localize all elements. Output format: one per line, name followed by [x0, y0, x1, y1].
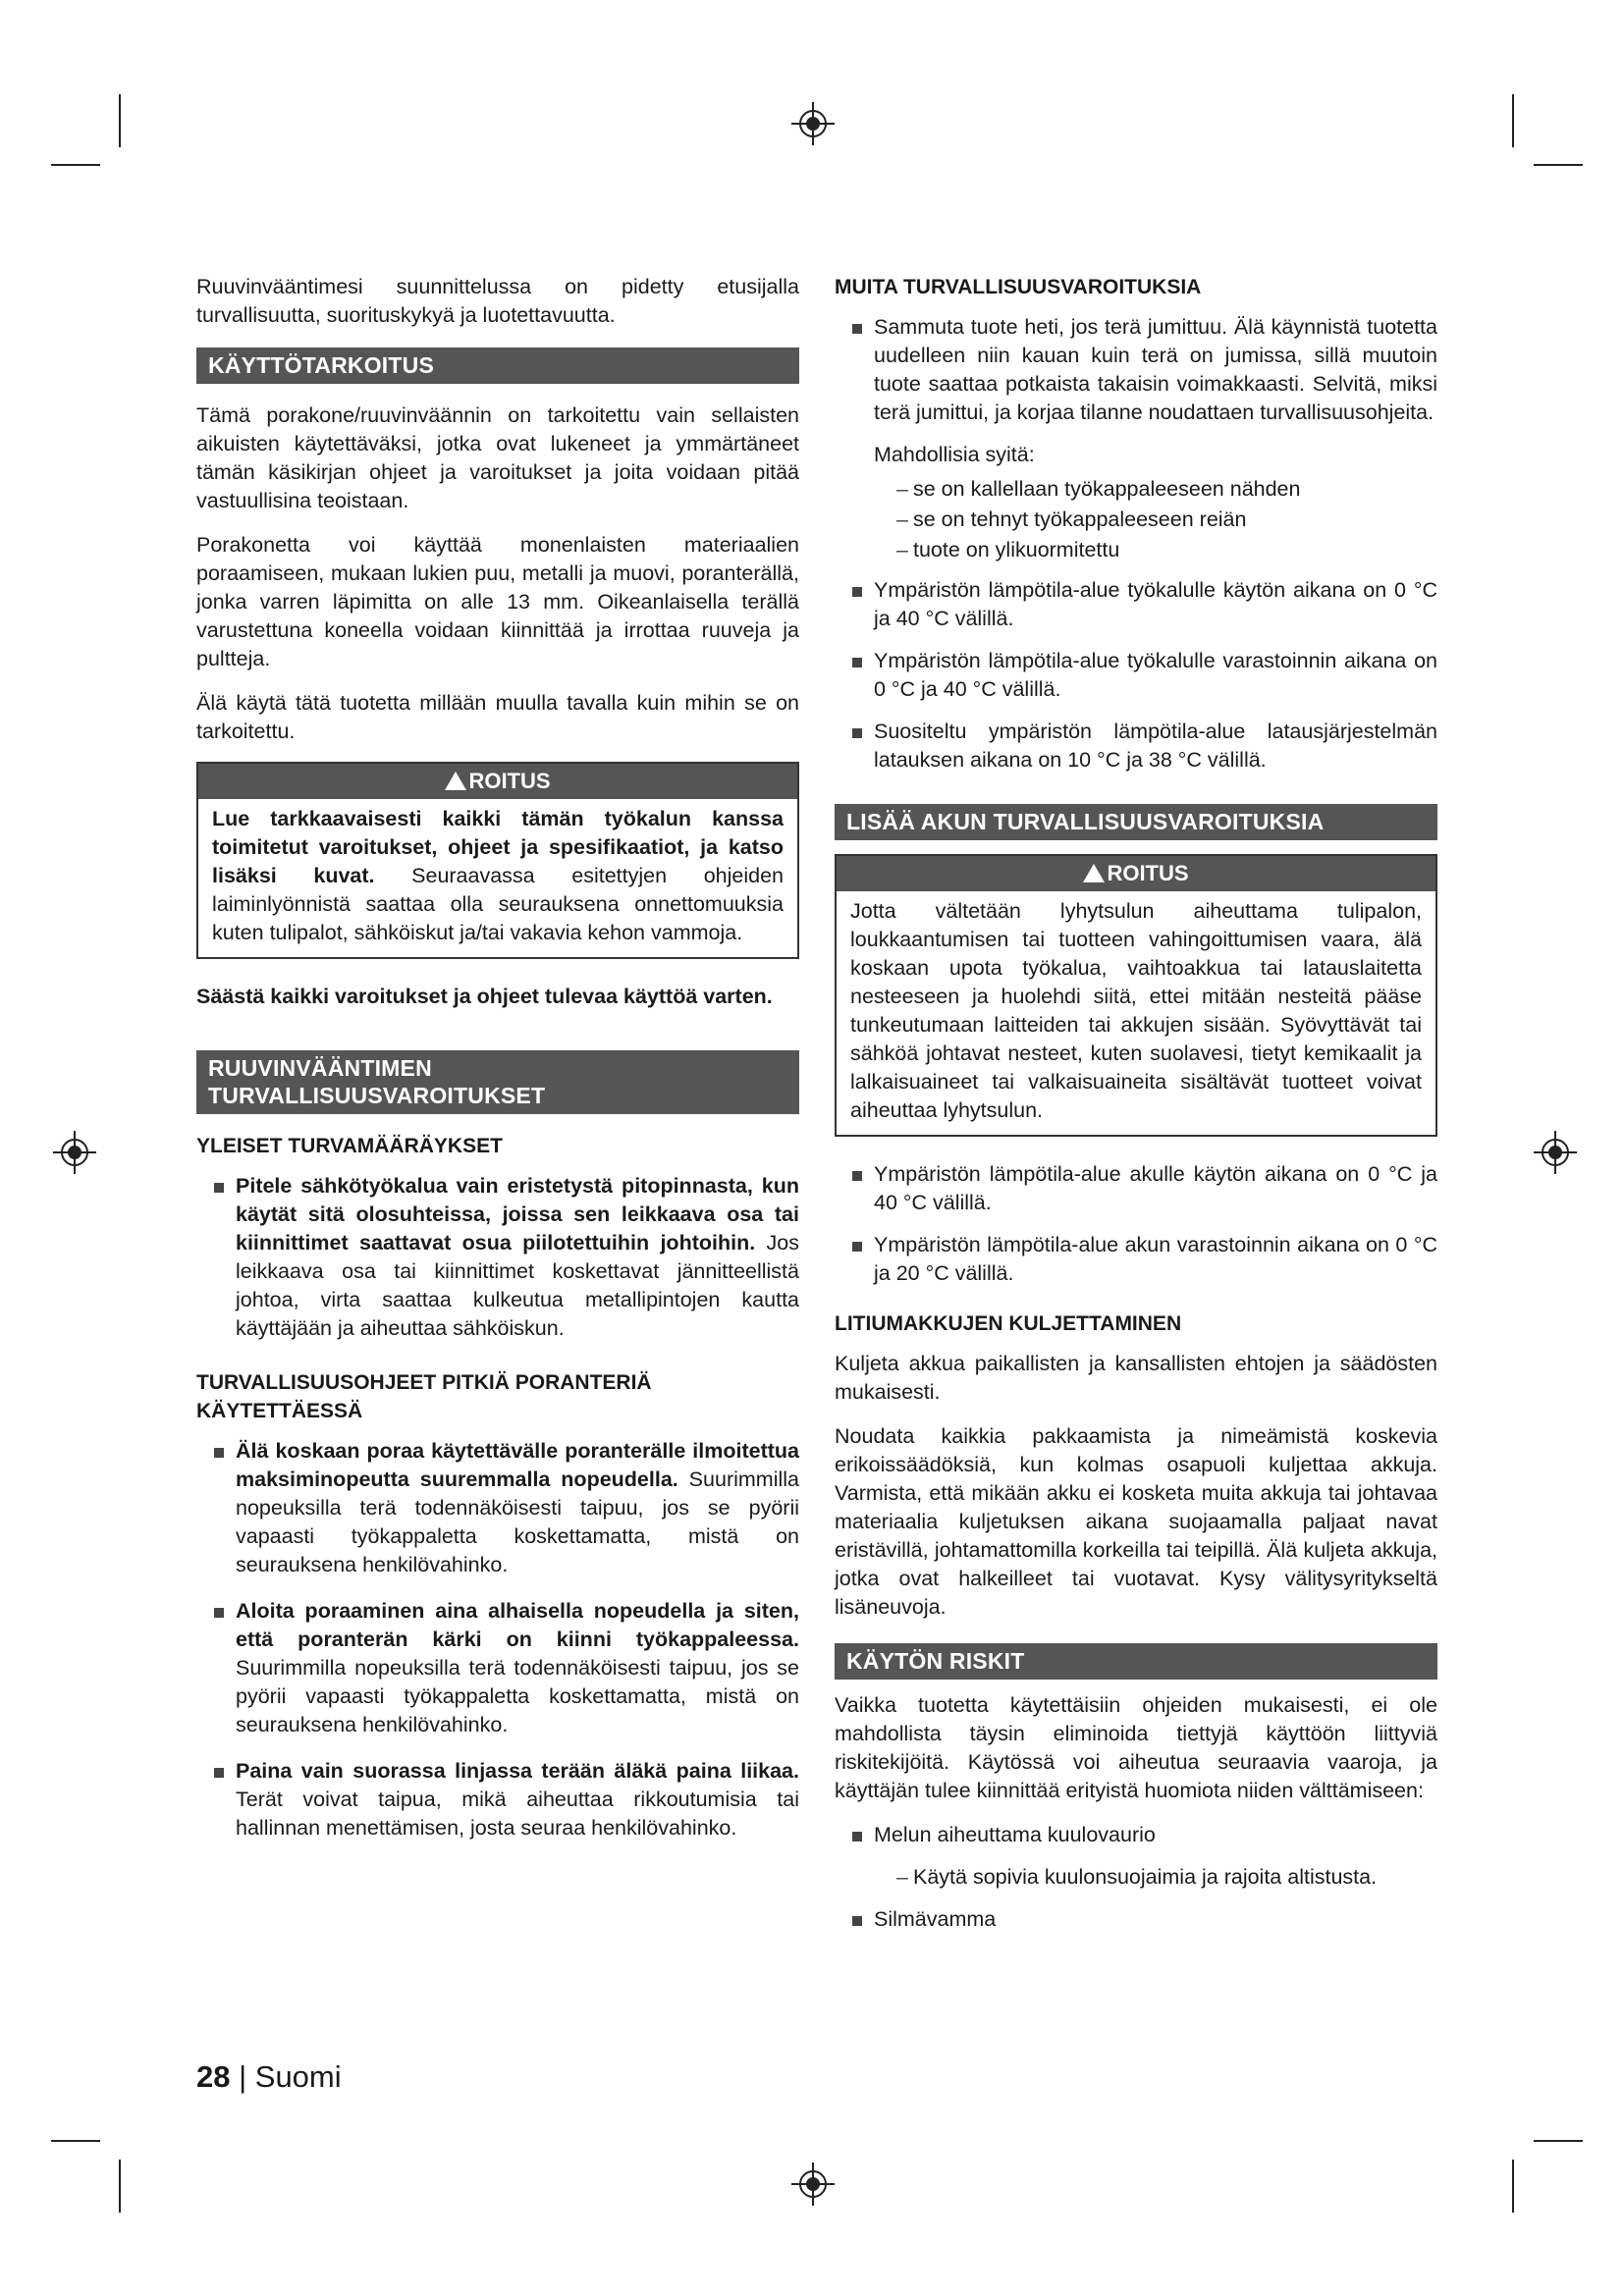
warning-triangle-icon — [445, 772, 466, 790]
transport-paragraph: Kuljeta akkua paikallisten ja kansallisten ehtojen ja säädösten mukaisesti. — [835, 1352, 1437, 1404]
section-title-risks: KÄYTÖN RISKIT — [835, 1643, 1437, 1680]
list-item: Melun aiheuttama kuulovaurio — [835, 1821, 1437, 1849]
purpose-paragraph: Porakonetta voi käyttää monenlaisten materiaalien poraamiseen, mukaan lukien puu, metalli ja muovi, poranterällä, jonka varren läpimitta on alle 13 mm. Oikeanlaisella terällä varustettuna koneella voidaan kiinnittää ja irrottaa ruuveja ja pultteja. — [196, 533, 799, 670]
purpose-paragraph: Tämä porakone/ruuvinväännin on tarkoitettu vain sellaisten aikuisten käytettäväksi, jotka ovat lukeneet ja ymmärtäneet tämän käsikirjan ohjeet ja varoitukset ja joita voidaan pitää vastuullisina teoistaan. — [196, 403, 799, 512]
section-title-safety — [196, 1050, 799, 1114]
bullet-text: Suurimmilla nopeuksilla terä todennäköisesti taipuu, jos se pyörii vapaasti työkappaletta koskettamatta, mistä on seurauksena henkilövahinko. — [236, 1468, 799, 1576]
list-item: Ympäristön lämpötila-alue työkalulle käytön aikana on 0 °C ja 40 °C välillä. — [835, 576, 1437, 633]
list-item: Ympäristön lämpötila-alue akulle käytön aikana on 0 °C ja 40 °C välillä. — [835, 1160, 1437, 1217]
section-title-line: TURVALLISUUSVAROITUKSET — [208, 1083, 546, 1108]
page-number: 28 — [196, 2059, 231, 2094]
section-title-purpose: KÄYTTÖTARKOITUS — [196, 347, 799, 384]
transport-paragraph: Noudata kaikkia pakkaamista ja nimeämistä koskevia erikoissäädöksiä, kun kolmas osapuoli kuljettaa akkuja. Varmista, että mikään akku ei kosketa muita akkuja tai johtavaa materiaalia kuljetuksen aikana suojaamalla paljaat navat eristävillä, johtamattomilla korkeilla tai teipillä. Älä kuljeta akkuja, jotka ovat halkeilleet tai vuotavat. Kysy välitysyritykseltä lisäneuvoja. — [835, 1424, 1437, 1619]
intro-paragraph: Ruuvinvääntimesi suunnittelussa on pidetty etusijalla turvallisuutta, suorituskykyä ja luotettavuutta. — [196, 275, 799, 327]
transport-heading: LITIUMAKKUJEN KULJETTAMINEN — [835, 1312, 1182, 1335]
bullet-bold-text: Paina vain suorassa linjassa terään äläkä paina liikaa. — [236, 1759, 799, 1783]
list-item — [196, 1757, 799, 1842]
registration-mark-icon — [791, 2163, 835, 2206]
purpose-paragraph: Älä käytä tätä tuotetta millään muulla tavalla kuin mihin se on tarkoitettu. — [196, 691, 799, 743]
crop-mark — [51, 164, 100, 166]
bullet-bold-text: Aloita poraaminen aina alhaisella nopeudella ja siten, että poranterän kärki on kiinni työkappaleessa. — [236, 1599, 799, 1651]
warning-body: Jotta vältetään lyhytsulun aiheuttama tulipalon, loukkaantumisen tai tuotteen vahingoittumisen vaara, älä koskaan upota työkalua, vaihtoakkua tai latauslaitetta nesteeseen ja huolehdi siitä, ettei mitään nesteitä pääse tunkeutumaan laitteiden tai akkujen sisään. Syövyttävät tai sähköä johtavat nesteet, kuten suolavesi, tietyt kemikaalit ja lalkaisuaineet tai valkaisuaineita sisältävät tuotteet voivat aiheuttaa lyhytsulun. — [850, 899, 1422, 1122]
crop-mark — [119, 2160, 121, 2213]
warning-title: ROITUS — [468, 769, 551, 793]
crop-mark — [1512, 2160, 1514, 2213]
sub-list-item: – se on kallellaan työkappaleeseen nähden — [835, 475, 1437, 504]
footer-language: Suomi — [254, 2059, 342, 2094]
bullet-bold-text: Älä koskaan poraa käytettävälle poranterälle ilmoitettua maksiminopeutta suuremmalla nopeudella. — [236, 1439, 799, 1491]
warning-triangle-icon — [1083, 864, 1105, 882]
save-notice: Säästä kaikki varoitukset ja ohjeet tulevaa käyttöä varten. — [196, 985, 773, 1008]
warning-box — [196, 762, 799, 959]
registration-mark-icon — [791, 102, 835, 145]
sub-list-item: – se on tehnyt työkappaleeseen reiän — [835, 506, 1437, 534]
sub-list-item: – tuote on ylikuormitettu — [835, 536, 1437, 564]
warning-text: Seuraavassa esitettyjen ohjeiden laiminlyönnistä saattaa olla seurauksena onnettomuuksia kuten tulipalot, sähköiskut ja/tai vakavia kehon vammoja. — [212, 864, 784, 944]
warning-header — [198, 764, 797, 799]
footer-separator: | — [230, 2059, 255, 2094]
bullet-text: Suurimmilla nopeuksilla terä todennäköisesti taipuu, jos se pyörii vapaasti työkappaletta koskettamatta, mistä on seurauksena henkilövahinko. — [236, 1656, 799, 1736]
warning-title: ROITUS — [1107, 861, 1189, 885]
crop-mark — [1534, 164, 1583, 166]
left-column — [196, 273, 799, 1856]
warning-bold-text: Lue tarkkaavaisesti kaikki tämän työkalun kanssa toimitetut varoitukset, ohjeet ja spesifikaatiot, ja katso lisäksi kuvat. — [212, 807, 784, 887]
sub-list-item: – Käytä sopivia kuulonsuojaimia ja rajoita altistusta. — [835, 1863, 1437, 1892]
list-item: Ympäristön lämpötila-alue akun varastoinnin aikana on 0 °C ja 20 °C välillä. — [835, 1231, 1437, 1288]
bullet-bold-text: Pitele sähkötyökalua vain eristetystä pitopinnasta, kun käytät sitä olosuhteissa, joissa sen leikkaava osa tai kiinnittimet saattavat osua piilotettuihin johtoihin. — [236, 1174, 799, 1255]
list-item — [196, 1437, 799, 1579]
section-title-line: RUUVINVÄÄNTIMEN — [208, 1055, 432, 1081]
right-column — [835, 273, 1437, 1948]
warning-box — [835, 854, 1437, 1137]
bullet-text: Terät voivat taipua, mikä aiheuttaa rikkoutumisia tai hallinnan menettämisen, josta seuraa henkilövahinko. — [236, 1788, 799, 1840]
risks-paragraph: Vaikka tuotetta käytettäisiin ohjeiden mukaisesti, ei ole mahdollista täysin eliminoida tiettyjä käyttöön liittyviä riskitekijöitä. Käytössä voi aiheutua seuraavia vaaroja, ja käyttäjän tulee kiinnittää erityistä huomiota niiden välttämiseen: — [835, 1693, 1437, 1802]
page-footer — [196, 2059, 342, 2095]
long-bits-heading: TURVALLISUUSOHJEET PITKIÄ PORANTERIÄ KÄYTETTÄESSÄ — [196, 1371, 652, 1422]
warning-body — [198, 799, 797, 957]
crop-mark — [1512, 94, 1514, 147]
list-item: Silmävamma — [835, 1905, 1437, 1934]
registration-mark-icon — [1534, 1131, 1577, 1174]
section-title-battery: LISÄÄ AKUN TURVALLISUUSVAROITUKSIA — [835, 804, 1437, 840]
list-item: Ympäristön lämpötila-alue työkalulle varastoinnin aikana on 0 °C ja 40 °C välillä. — [835, 647, 1437, 704]
list-item: Suositeltu ympäristön lämpötila-alue latausjärjestelmän latauksen aikana on 10 °C ja 38 °C välillä. — [835, 718, 1437, 774]
crop-mark — [1534, 2140, 1583, 2142]
crop-mark — [51, 2140, 100, 2142]
other-warnings-heading: MUITA TURVALLISUUSVAROITUKSIA — [835, 276, 1202, 298]
registration-mark-icon — [53, 1131, 96, 1174]
crop-mark — [119, 94, 121, 147]
bullet-text: Jos leikkaava osa tai kiinnittimet koskettavat jännitteellistä johtoa, virta saattaa kulkeutua metallipintojen kautta käyttäjään ja aiheuttaa sähköiskun. — [236, 1231, 799, 1340]
list-item: Sammuta tuote heti, jos terä jumittuu. Älä käynnistä tuotetta uudelleen niin kauan kuin terä on jumissa, sillä muutoin tuote saattaa potkaista takaisin voimakkaasti. Selvitä, miksi terä jumittui, ja korjaa tilanne noudattaen turvallisuusohjeita. — [835, 313, 1437, 427]
general-rules-heading: YLEISET TURVAMÄÄRÄYKSET — [196, 1135, 503, 1157]
possible-causes-label: Mahdollisia syitä: — [874, 443, 1035, 466]
list-item — [196, 1172, 799, 1343]
warning-header — [837, 856, 1435, 891]
list-item — [196, 1597, 799, 1739]
